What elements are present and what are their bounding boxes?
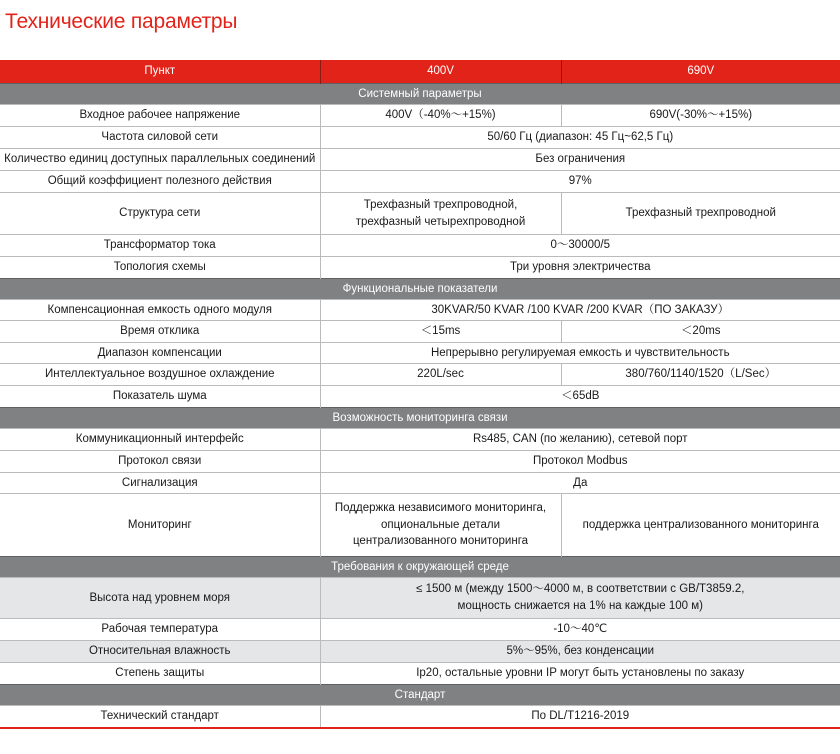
section-header [0,84,840,105]
table-row [0,193,840,235]
row-label: Степень защиты [0,663,320,685]
row-label: Мониторинг [0,494,320,557]
row-value: По DL/T1216-2019 [320,706,840,728]
header-690v: 690V [561,60,840,84]
page-title: Технические параметры [5,10,238,33]
table-row [0,321,840,343]
table-header [0,60,840,84]
table-row [0,619,840,641]
row-value: -10～40℃ [320,619,840,641]
row-value: 0～30000/5 [320,235,840,257]
row-value-400v [320,193,561,235]
row-label: Трансформатор тока [0,235,320,257]
row-label: Время отклика [0,321,320,343]
table-row [0,105,840,127]
row-value: Три уровня электричества [320,257,840,279]
value-line: опциональные детали [380,518,501,531]
section-title: Возможность мониторинга связи [0,408,840,429]
row-value-400v [320,494,561,557]
row-value-690v: 690V(-30%～+15%) [561,105,840,127]
table-row [0,386,840,408]
row-value: 30KVAR/50 KVAR /100 KVAR /200 KVAR（ПО ЗАКАЗУ） [320,300,840,321]
section-header [0,557,840,578]
row-value-690v: 380/760/1140/1520（L/Sec） [561,364,840,386]
section-header [0,685,840,706]
header-400v: 400V [320,60,561,84]
table-row [0,429,840,451]
section-title: Стандарт [0,685,840,706]
row-value: 50/60 Гц (диапазон: 45 Гц~62,5 Гц) [320,127,840,149]
section-header [0,279,840,300]
table-row [0,494,840,557]
row-value-400v: 220L/sec [320,364,561,386]
row-label: Протокол связи [0,451,320,473]
row-label: Технический стандарт [0,706,320,728]
row-label: Высота над уровнем моря [0,578,320,619]
row-value: Ip20, остальные уровни IP могут быть установлены по заказу [320,663,840,685]
row-label: Рабочая температура [0,619,320,641]
row-value-400v: ＜15ms [320,321,561,343]
value-line: трехфазный четырехпроводной [355,215,526,228]
row-value: 5%～95%, без конденсации [320,641,840,663]
row-label: Топология схемы [0,257,320,279]
value-line: Поддержка независимого мониторинга, [334,501,547,514]
row-value: 97% [320,171,840,193]
row-label: Интеллектуальное воздушное охлаждение [0,364,320,386]
row-label: Коммуникационный интерфейс [0,429,320,451]
row-label: Относительная влажность [0,641,320,663]
table-row [0,171,840,193]
row-label: Общий коэффициент полезного действия [0,171,320,193]
spec-table [0,60,840,729]
row-value-690v: ＜20ms [561,321,840,343]
table-row [0,149,840,171]
row-label: Диапазон компенсации [0,343,320,364]
table-row [0,663,840,685]
value-line: Трехфазный трехпроводной, [363,198,518,211]
row-label: Компенсационная емкость одного модуля [0,300,320,321]
row-label: Входное рабочее напряжение [0,105,320,127]
section-title: Требования к окружающей среде [0,557,840,578]
table-row [0,127,840,149]
row-label: Структура сети [0,193,320,235]
row-value-690v: Трехфазный трехпроводной [561,193,840,235]
row-value: Непрерывно регулируемая емкость и чувствительность [320,343,840,364]
row-label: Частота силовой сети [0,127,320,149]
table-row [0,578,840,619]
table-row [0,364,840,386]
row-value: Rs485, CAN (по желанию), сетевой порт [320,429,840,451]
table-row [0,706,840,728]
section-header [0,408,840,429]
row-value [320,578,840,619]
row-value-400v: 400V（-40%～+15%) [320,105,561,127]
header-item: Пункт [0,60,320,84]
table-row [0,300,840,321]
value-line: централизованного мониторинга [352,535,529,548]
row-value-690v: поддержка централизованного мониторинга [561,494,840,557]
table-row [0,343,840,364]
table-row [0,235,840,257]
table-row [0,641,840,663]
section-title: Функциональные показатели [0,279,840,300]
row-value: Без ограничения [320,149,840,171]
row-label: Показатель шума [0,386,320,408]
row-label: Сигнализация [0,473,320,494]
table-row [0,473,840,494]
section-title: Системный параметры [0,84,840,105]
row-value: ＜65dB [320,386,840,408]
row-label: Количество единиц доступных параллельных соединений [0,149,320,171]
value-line: мощность снижается на 1% на каждые 100 м) [457,600,703,612]
row-value: Протокол Modbus [320,451,840,473]
value-line: ≤ 1500 м (между 1500～4000 м, в соответствии с GB/T3859.2, [416,583,745,596]
row-value: Да [320,473,840,494]
table-row [0,451,840,473]
table-row [0,257,840,279]
